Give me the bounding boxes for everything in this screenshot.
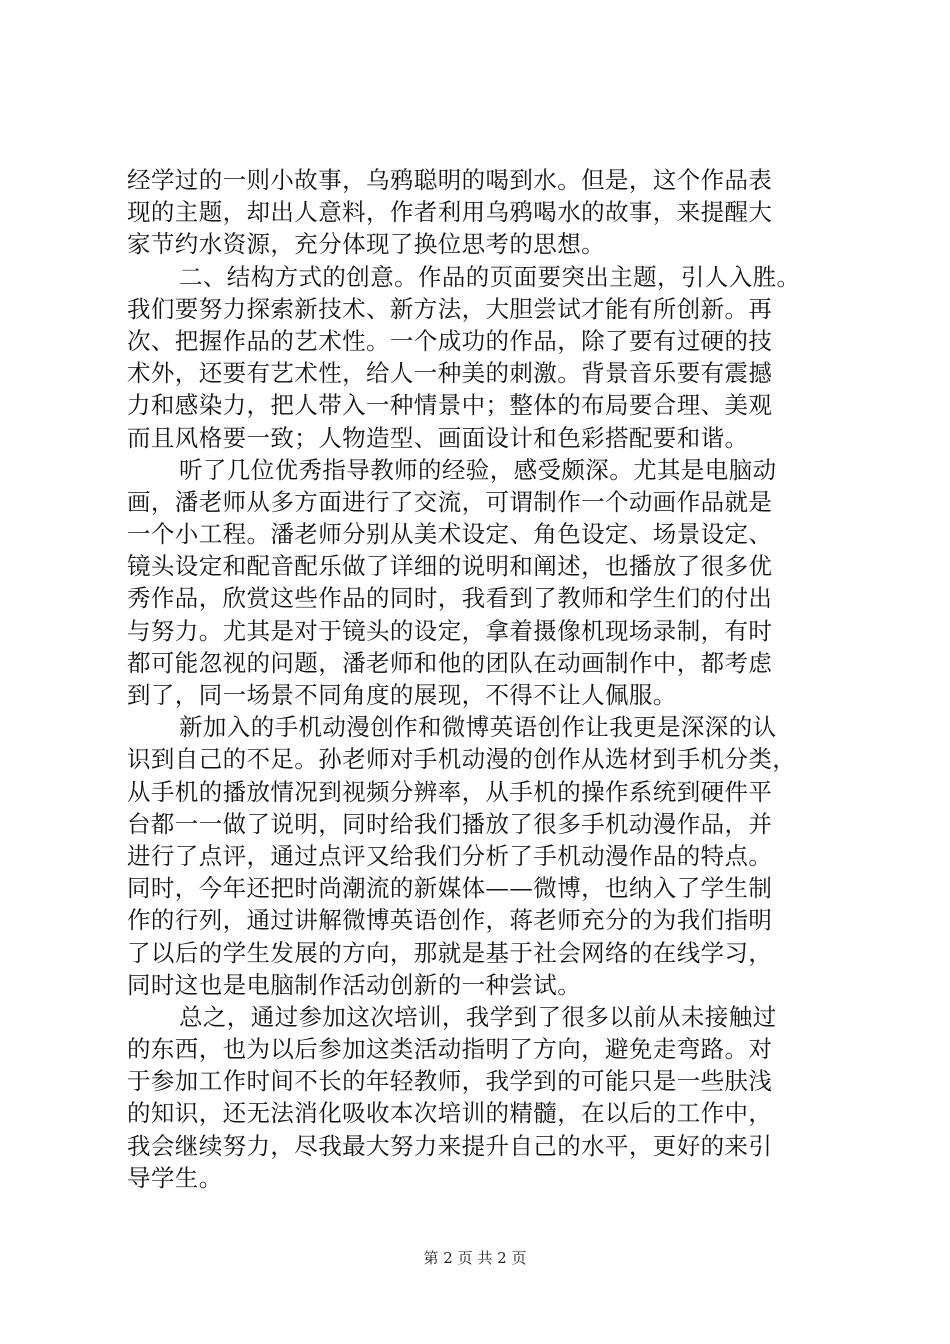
text-line: 的东西，也为以后参加这类活动指明了方向，避免走弯路。对: [127, 1035, 773, 1064]
text-line: 力和感染力，把人带入一种情景中；整体的布局要合理、美观: [127, 391, 773, 420]
text-line: 的知识，还无法消化吸收本次培训的精髓，在以后的工作中，: [127, 1099, 773, 1128]
paragraph-first-line: 总之，通过参加这次培训，我学到了很多以前从未接触过: [179, 1002, 777, 1031]
text-line: 作的行列，通过讲解微博英语创作，蒋老师充分的为我们指明: [127, 906, 773, 935]
text-line: 识到自己的不足。孙老师对手机动漫的创作从选材到手机分类，: [127, 745, 797, 774]
text-line: 现的主题，却出人意料，作者利用乌鸦喝水的故事，来提醒大: [127, 198, 773, 227]
text-line: 导学生。: [127, 1163, 223, 1192]
text-line: 都可能忽视的问题，潘老师和他的团队在动画制作中，都考虑: [127, 648, 773, 677]
paragraph-first-line: 听了几位优秀指导教师的经验，感受颇深。尤其是电脑动: [179, 455, 777, 484]
page-footer: 第 2 页 共 2 页: [423, 1249, 527, 1267]
text-line: 进行了点评，通过点评又给我们分析了手机动漫作品的特点。: [127, 841, 773, 870]
text-line: 于参加工作时间不长的年轻教师，我学到的可能只是一些肤浅: [127, 1067, 773, 1096]
text-line: 台都一一做了说明，同时给我们播放了很多手机动漫作品，并: [127, 809, 773, 838]
text-line: 我会继续努力，尽我最大努力来提升自己的水平，更好的来引: [127, 1131, 773, 1160]
paragraph-first-line: 新加入的手机动漫创作和微博英语创作让我更是深深的认: [179, 713, 777, 742]
text-line: 次、把握作品的艺术性。一个成功的作品，除了要有过硬的技: [127, 326, 773, 355]
text-line: 画，潘老师从多方面进行了交流，可谓制作一个动画作品就是: [127, 487, 773, 516]
text-line: 镜头设定和配音配乐做了详细的说明和阐述，也播放了很多优: [127, 552, 773, 581]
text-line: 与努力。尤其是对于镜头的设定，拿着摄像机现场录制，有时: [127, 616, 773, 645]
text-line: 从手机的播放情况到视频分辨率，从手机的操作系统到硬件平: [127, 777, 773, 806]
text-line: 经学过的一则小故事，乌鸦聪明的喝到水。但是，这个作品表: [127, 166, 773, 194]
text-line: 同时，今年还把时尚潮流的新媒体——微博，也纳入了学生制: [127, 874, 773, 903]
text-line: 秀作品，欣赏这些作品的同时，我看到了教师和学生们的付出: [127, 584, 773, 613]
text-line: 而且风格要一致；人物造型、画面设计和色彩搭配要和谐。: [127, 423, 749, 452]
text-line: 了以后的学生发展的方向，那就是基于社会网络的在线学习，: [127, 938, 773, 967]
text-line: 术外，还要有艺术性，给人一种美的刺激。背景音乐要有震撼: [127, 359, 773, 388]
text-line: 到了，同一场景不同角度的展现，不得不让人佩服。: [127, 681, 677, 709]
document-body: [127, 164, 837, 1194]
text-line: 同时这也是电脑制作活动创新的一种尝试。: [127, 970, 582, 999]
text-line: 一个小工程。潘老师分别从美术设定、角色设定、场景设定、: [127, 520, 773, 549]
text-line: 我们要努力探索新技术、新方法，大胆尝试才能有所创新。再: [127, 294, 773, 323]
text-line: 家节约水资源，充分体现了换位思考的思想。: [127, 230, 605, 259]
paragraph-first-line: 二、结构方式的创意。作品的页面要突出主题，引人入胜。: [179, 262, 801, 291]
